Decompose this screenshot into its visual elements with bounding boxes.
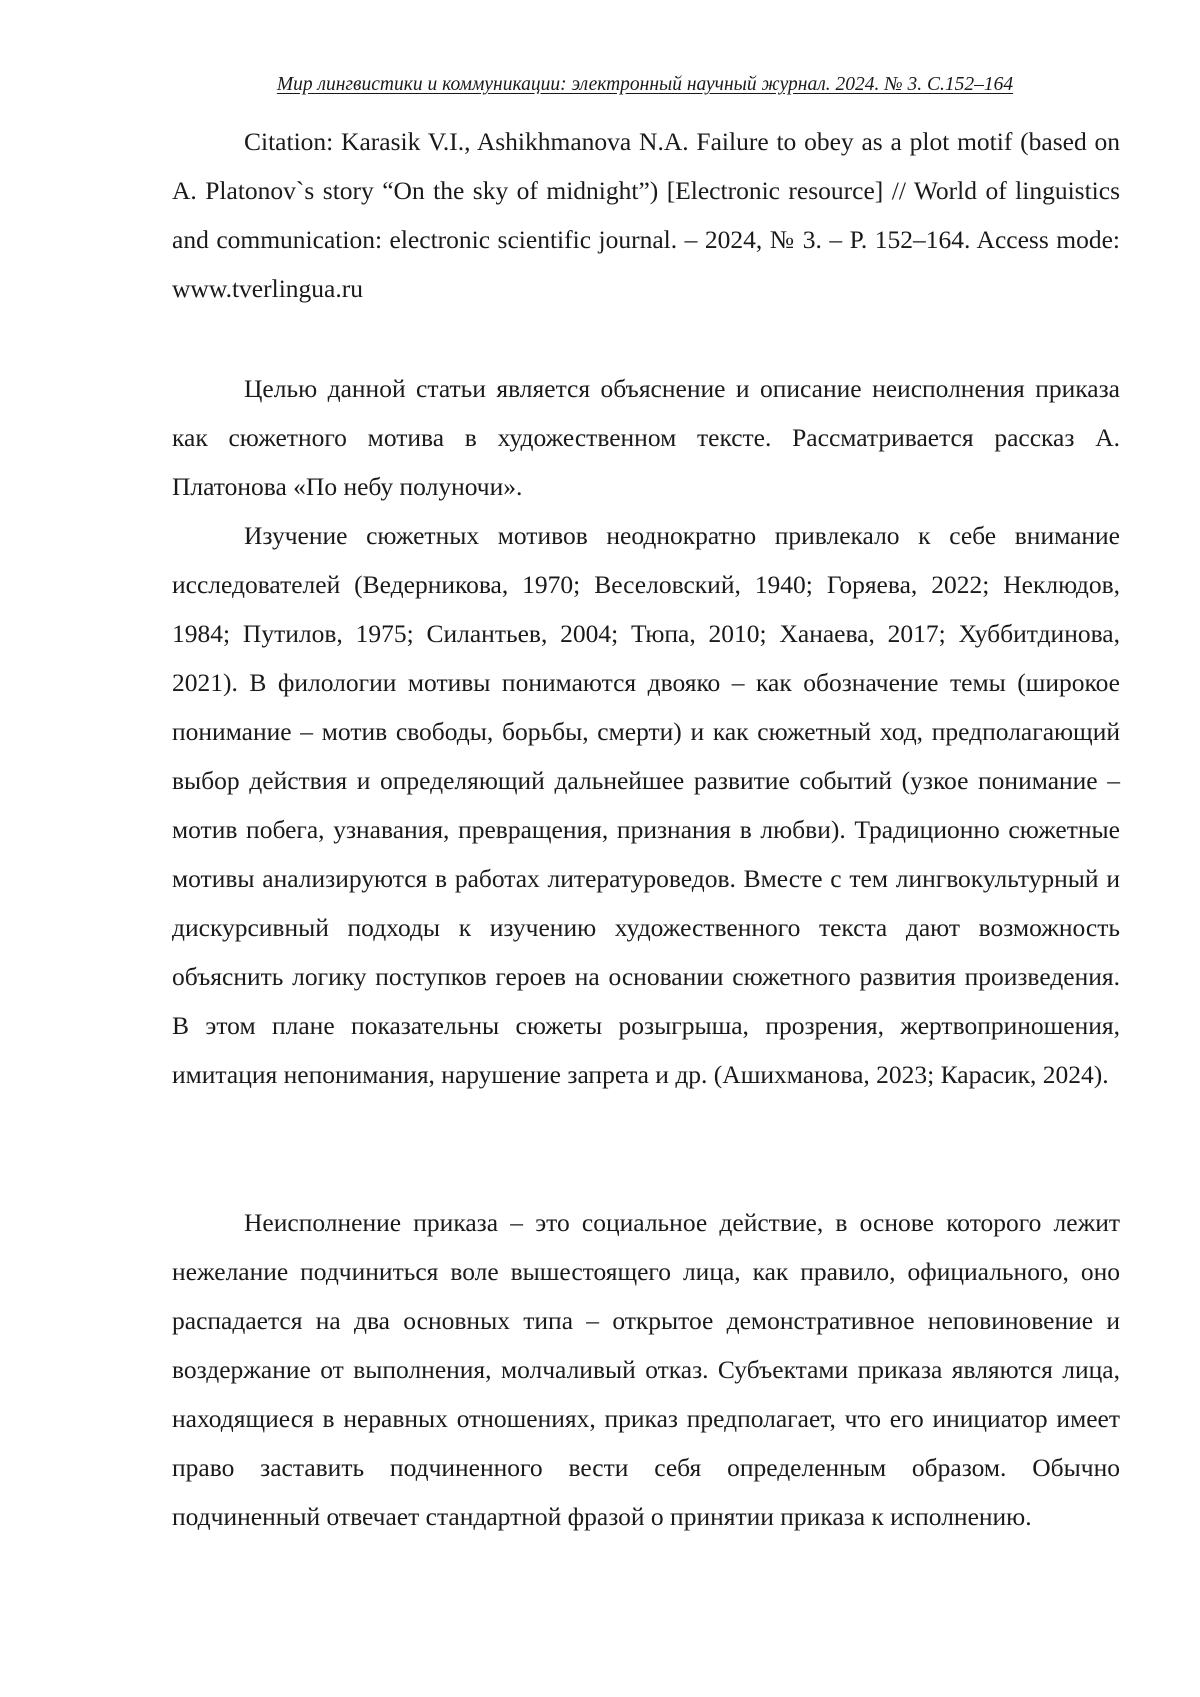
body-paragraph-aim: Целью данной статьи является объяснение и описание неисполнения приказа как сюжетного мотива в художественном тексте. Рассматривается рассказ А. Платонова «По небу полуночи». <box>172 374 1120 501</box>
body-paragraph-literature-review: Изучение сюжетных мотивов неоднократно привлекало к себе внимание исследователей (Ведерникова, 1970; Веселовский, 1940; Горяева, 2022; Неклюдов, 1984; Путилов, 1975; Силантьев, 2004; Тюпа, 2010; Ханаева, 2017; Хуббитдинова, 2021). В филологии мотивы понимаются двояко – как обозначение темы (широкое понимание – мотив свободы, борьбы, смерти) и как сюжетный ход, предполагающий выбор действия и определяющий дальнейшее развитие событий (узкое понимание – мотив побега, узнавания, превращения, признания в любви). Традиционно сюжетные мотивы анализируются в работах литературоведов. Вместе с тем лингвокультурный и дискурсивный подходы к изучению художественного текста дают возможность объяснить логику поступков героев на основании сюжетного развития произведения. В этом плане показательны сюжеты розыгрыша, прозрения, жертвоприношения, имитация непонимания, нарушение запрета и др. (Ашихманова, 2023; Карасик, 2024). <box>172 521 1120 1089</box>
body-paragraph-definition: Неисполнение приказа – это социальное действие, в основе которого лежит нежелание подчиниться воле вышестоящего лица, как правило, официального, оно распадается на два основных типа – открытое демонстративное неповиновение и воздержание от выполнения, молчаливый отказ. Субъектами приказа являются лица, находящиеся в неравных отношениях, приказ предполагает, что его инициатор имеет право заставить подчиненного вести себя определенным образом. Обычно подчиненный отвечает стандартной фразой о принятии приказа к исполнению. <box>172 1208 1120 1531</box>
citation-paragraph: Citation: Karasik V.I., Ashikhmanova N.A. Failure to obey as a plot motif (based on A. Platonov`s story “On the sky of midnight”) [Electronic resource] // World of linguistics and communication: electronic scientific journal. – 2024, № 3. – P. 152–164. Access mode: www.tverlingua.ru <box>172 127 1120 303</box>
running-header: Мир лингвистики и коммуникации: электронный научный журнал. 2024. № 3. С.152–164 <box>276 74 1014 95</box>
